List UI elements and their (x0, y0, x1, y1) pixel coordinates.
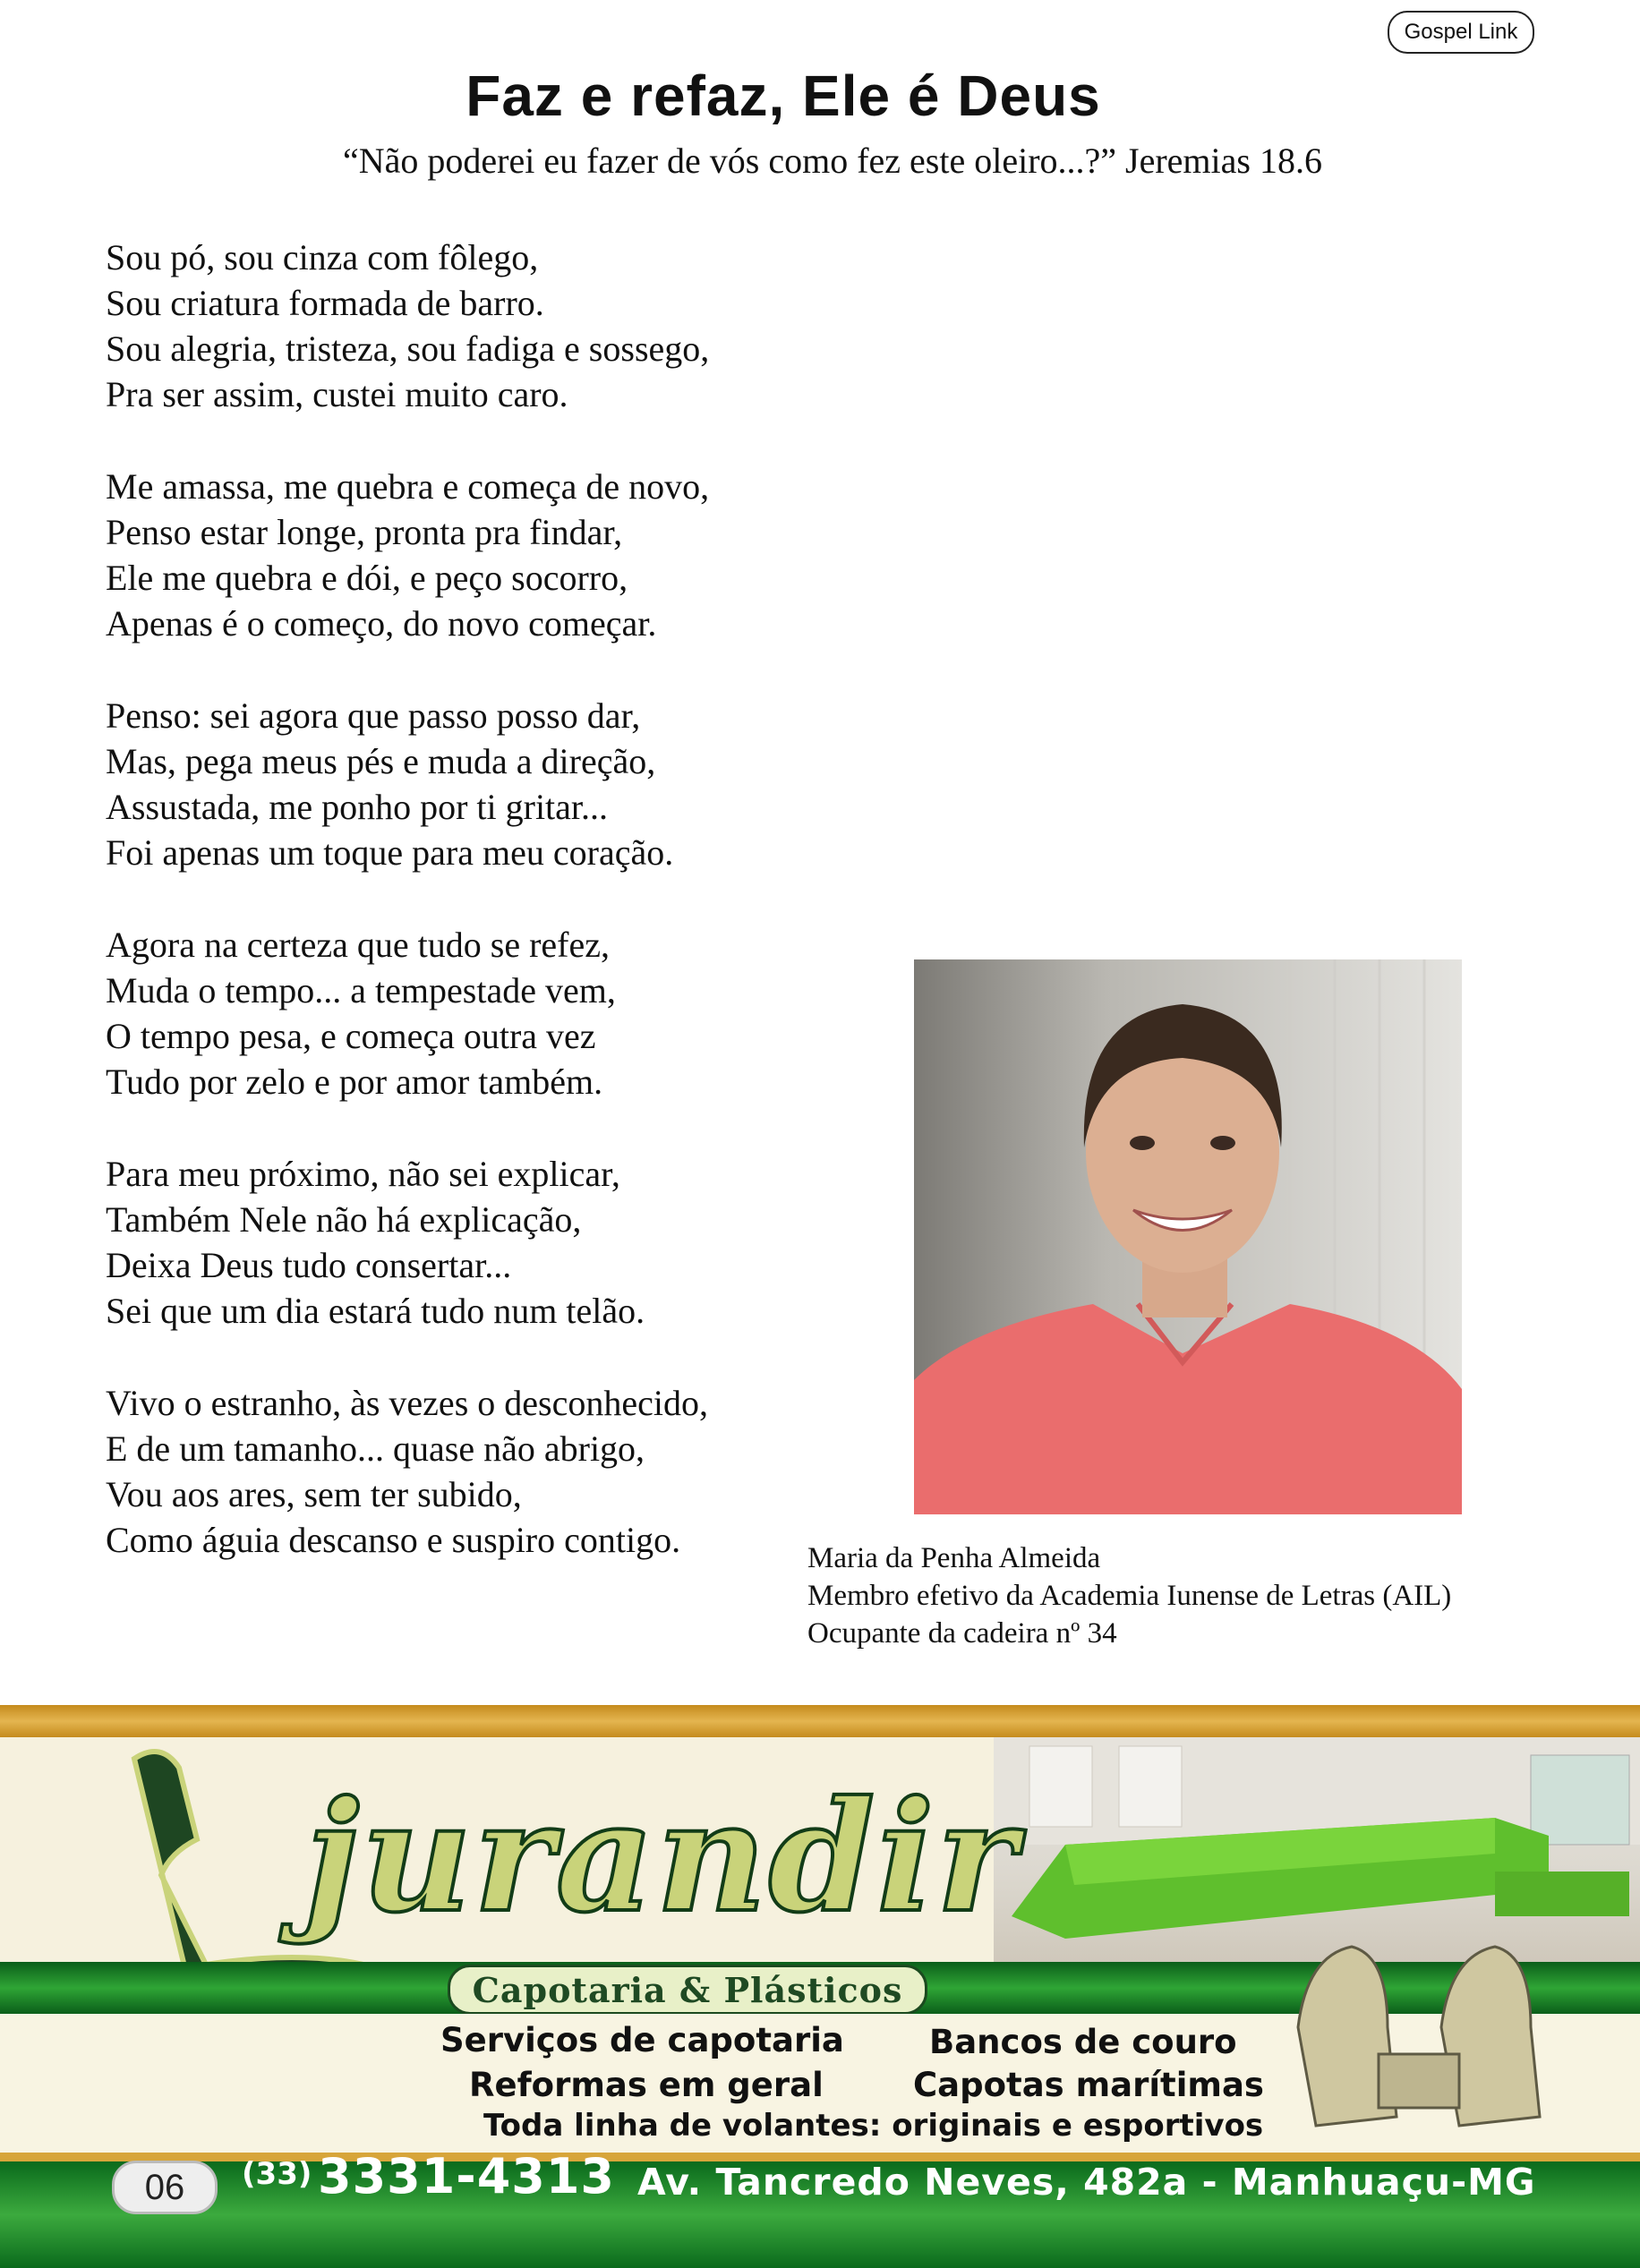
page-title: Faz e refaz, Ele é Deus (466, 64, 1101, 128)
author-role: Membro efetivo da Academia Iunense de Letras (AIL) (807, 1580, 1452, 1612)
stanza-2 (106, 464, 840, 646)
page-number: 06 (112, 2161, 218, 2214)
ad-gold-band (0, 1705, 1640, 1737)
poem-line: Agora na certeza que tudo se refez, (106, 925, 611, 965)
gospel-link-badge: Gospel Link (1388, 11, 1534, 54)
poem-line: Foi apenas um toque para meu coração. (106, 832, 674, 873)
address: Av. Tancredo Neves, 482a - Manhuaçu-MG (637, 2161, 1536, 2204)
service-item: Reformas em geral (469, 2066, 824, 2104)
poem-line: Apenas é o começo, do novo começar. (106, 603, 657, 644)
poem-line: Ele me quebra e dói, e peço socorro, (106, 558, 628, 598)
brand-logo: jurandir (304, 1768, 1019, 1947)
epigraph: “Não poderei eu fazer de vós como fez este oleiro...?” Jeremias 18.6 (343, 141, 1322, 181)
tagline: Capotaria & Plásticos (472, 1969, 903, 2010)
poem-line: Tudo por zelo e por amor também. (106, 1062, 603, 1102)
stanza-6 (106, 1380, 840, 1563)
poem-line: Deixa Deus tudo consertar... (106, 1245, 512, 1285)
poem-line: Mas, pega meus pés e muda a direção, (106, 741, 656, 781)
poem-line: Sou pó, sou cinza com fôlego, (106, 237, 539, 277)
poem-line: Assustada, me ponho por ti gritar... (106, 787, 609, 827)
phone-area-code: (33) (242, 2156, 312, 2192)
tagline-pill (448, 1965, 927, 2015)
poem-line: Sou criatura formada de barro. (106, 283, 544, 323)
stanza-4 (106, 922, 840, 1104)
poem-line: Sou alegria, tristeza, sou fadiga e sossego, (106, 328, 710, 369)
poem-line: E de um tamanho... quase não abrigo, (106, 1428, 645, 1469)
author-portrait-illustration (914, 959, 1462, 1514)
poem-line: Para meu próximo, não sei explicar, (106, 1154, 620, 1194)
poem-line: Muda o tempo... a tempestade vem, (106, 970, 616, 1010)
service-item: Toda linha de volantes: originais e esportivos (483, 2108, 1264, 2144)
poem-line: Penso estar longe, pronta pra findar, (106, 512, 623, 552)
author-photo (914, 959, 1462, 1514)
author-caption (807, 1539, 1451, 1652)
poem-line: Vou aos ares, sem ter subido, (106, 1474, 522, 1514)
stanza-3 (106, 693, 840, 875)
stanza-5 (106, 1151, 840, 1334)
author-seat: Ocupante da cadeira nº 34 (807, 1617, 1117, 1650)
car-seats-icon (1280, 1920, 1549, 2161)
poem-line: Penso: sei agora que passo posso dar, (106, 695, 641, 736)
poem-line: Também Nele não há explicação, (106, 1199, 582, 1240)
poem-line: Me amassa, me quebra e começa de novo, (106, 466, 710, 507)
poem (106, 234, 840, 1609)
phone-number: 3331-4313 (318, 2148, 615, 2204)
stanza-1 (106, 234, 840, 417)
service-item: Serviços de capotaria (440, 2021, 844, 2059)
poem-line: Pra ser assim, custei muito caro. (106, 374, 568, 414)
author-name: Maria da Penha Almeida (807, 1542, 1101, 1574)
service-item: Capotas marítimas (913, 2066, 1264, 2104)
poem-line: O tempo pesa, e começa outra vez (106, 1016, 596, 1056)
poem-line: Como águia descanso e suspiro contigo. (106, 1520, 681, 1560)
service-item: Bancos de couro (929, 2023, 1237, 2061)
poem-line: Sei que um dia estará tudo num telão. (106, 1291, 645, 1331)
poem-line: Vivo o estranho, às vezes o desconhecido, (106, 1383, 708, 1423)
